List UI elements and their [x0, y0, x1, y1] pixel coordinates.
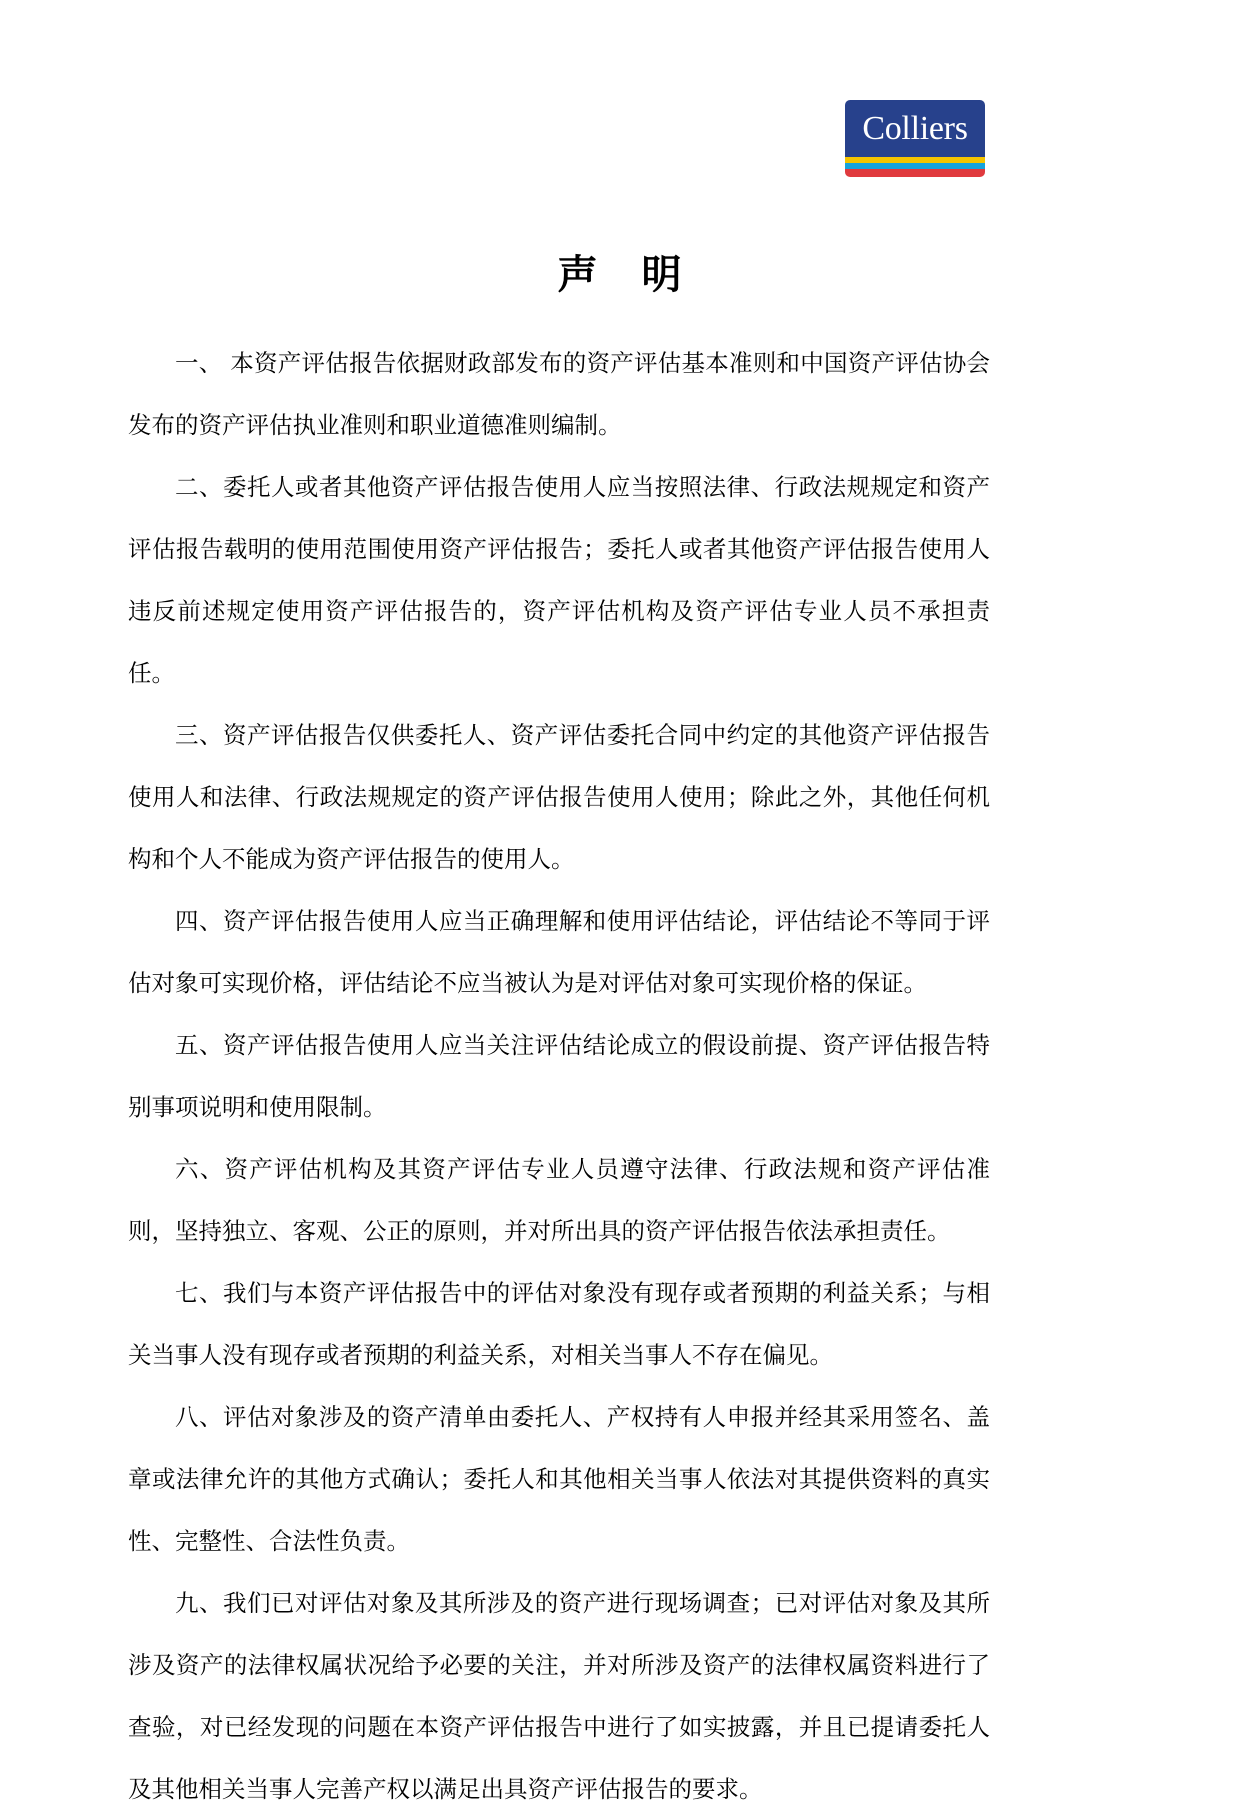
document-body	[128, 332, 990, 1820]
clause-item: 一、 本资产评估报告依据财政部发布的资产评估基本准则和中国资产评估协会发布的资产评估执业准则和职业道德准则编制。	[128, 349, 990, 439]
clause-item: 六、资产评估机构及其资产评估专业人员遵守法律、行政法规和资产评估准则，坚持独立、客观、公正的原则，并对所出具的资产评估报告依法承担责任。	[128, 1155, 990, 1245]
clause-item: 五、资产评估报告使用人应当关注评估结论成立的假设前提、资产评估报告特别事项说明和使用限制。	[128, 1031, 990, 1121]
page-title: 声 明	[557, 252, 684, 298]
logo-box	[845, 100, 985, 157]
clause-item: 二、委托人或者其他资产评估报告使用人应当按照法律、行政法规规定和资产评估报告载明的使用范围使用资产评估报告；委托人或者其他资产评估报告使用人违反前述规定使用资产评估报告的，资产评估机构及资产评估专业人员不承担责任。	[128, 473, 990, 687]
clause-item: 八、评估对象涉及的资产清单由委托人、产权持有人申报并经其采用签名、盖章或法律允许的其他方式确认；委托人和其他相关当事人依法对其提供资料的真实性、完整性、合法性负责。	[128, 1403, 990, 1555]
logo-wordmark: Colliers	[862, 109, 968, 147]
clause-item: 九、我们已对评估对象及其所涉及的资产进行现场调查；已对评估对象及其所涉及资产的法律权属状况给予必要的关注，并对所涉及资产的法律权属资料进行了查验，对已经发现的问题在本资产评估报告中进行了如实披露，并且已提请委托人及其他相关当事人完善产权以满足出具资产评估报告的要求。	[128, 1589, 990, 1803]
colliers-logo	[845, 100, 985, 177]
clause-item: 四、资产评估报告使用人应当正确理解和使用评估结论，评估结论不等同于评估对象可实现价格，评估结论不应当被认为是对评估对象可实现价格的保证。	[128, 907, 990, 997]
clause-item: 三、资产评估报告仅供委托人、资产评估委托合同中约定的其他资产评估报告使用人和法律、行政法规规定的资产评估报告使用人使用；除此之外，其他任何机构和个人不能成为资产评估报告的使用人。	[128, 721, 990, 873]
logo-stripe-red	[845, 169, 985, 177]
clause-item: 七、我们与本资产评估报告中的评估对象没有现存或者预期的利益关系；与相关当事人没有现存或者预期的利益关系，对相关当事人不存在偏见。	[128, 1279, 990, 1369]
